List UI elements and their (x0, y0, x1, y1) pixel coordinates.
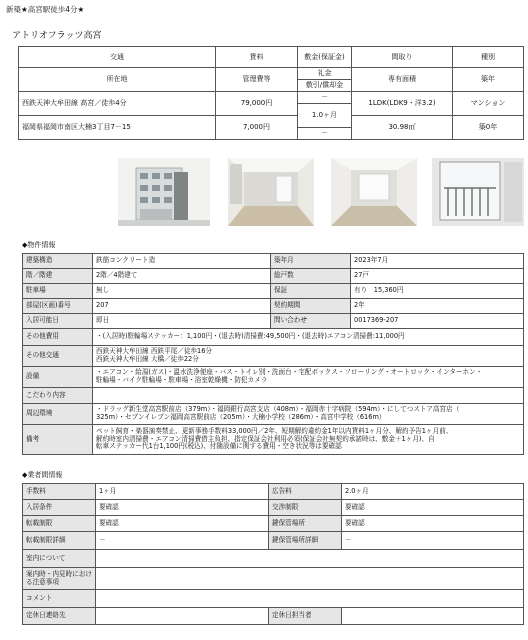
label-inquiry: 問い合わせ (271, 314, 351, 329)
value-fee: 1ヶ月 (96, 484, 269, 500)
equipment-line: 駐輪場・バイク駐輪場・駐車場・浴室乾燥機・防犯カメラ (96, 376, 268, 384)
label-repost-detail: 転載制限詳細 (23, 532, 96, 550)
value-term: 2年 (351, 299, 524, 314)
value-inquiry: 0017369-207 (351, 314, 524, 329)
label-repost: 転載制限 (23, 516, 96, 532)
label-keymgmt-detail: 鍵保管場所詳細 (269, 532, 342, 550)
label-holiday: 定休日連絡先 (23, 608, 96, 625)
label-guarantee: 保証 (271, 284, 351, 299)
value-parking: 無し (93, 284, 271, 299)
value-surroundings (93, 404, 524, 425)
summary-table (18, 46, 524, 140)
value-guide (96, 568, 524, 590)
label-holiday-staff: 定休日担当者 (269, 608, 342, 625)
agent-info-table (22, 483, 524, 625)
value-structure: 鉄筋コンクリート造 (93, 254, 271, 269)
type-value: マンション (453, 92, 524, 116)
label-equipment: 設備 (23, 367, 93, 388)
label-other-fee: その他費用 (23, 329, 93, 346)
address-value: 福岡県福岡市南区大楠3丁目7－15 (19, 116, 216, 140)
remarks-line: 解約時室内清掃費・エアコン清掃費借主負担、指定保証会社利用必須(保証会社無契約承諾時は、敷金＋1ヶ月)、自 (96, 434, 435, 443)
other-transport-line: 西鉄天神大牟田線 西鉄平尾／徒歩16分 (96, 347, 212, 356)
reikin-value: 1.0ヶ月 (298, 104, 352, 128)
layout-value: 1LDK(LDK9・洋3.2) (352, 92, 453, 116)
header-mgmt: 管理費等 (216, 68, 298, 92)
label-kodawari: こだわり内容 (23, 388, 93, 404)
label-fee: 手数料 (23, 484, 96, 500)
value-equipment (93, 367, 524, 388)
label-keymgmt: 鍵保管場所 (269, 516, 342, 532)
age-value: 築0年 (453, 116, 524, 140)
label-term: 契約期間 (271, 299, 351, 314)
room-photo[interactable] (331, 158, 417, 226)
value-built: 2023年7月 (351, 254, 524, 269)
header-area: 専有面積 (352, 68, 453, 92)
value-kodawari (93, 388, 524, 404)
label-floor: 階／階建 (23, 269, 93, 284)
label-remarks: 備考 (23, 425, 93, 455)
label-other-transport: その他交通 (23, 346, 93, 367)
property-detail-table (22, 253, 524, 455)
value-repost-detail: － (96, 532, 269, 550)
other-transport-line: 西鉄天神大牟田線 大橋／徒歩22分 (96, 355, 199, 363)
header-layout: 間取り (352, 47, 453, 68)
rent-value: 79,000円 (216, 92, 298, 116)
value-nego: 要確認 (342, 500, 524, 516)
label-room: 部屋(区画)番号 (23, 299, 93, 314)
label-nego: 交渉制限 (269, 500, 342, 516)
remarks-line: ペット飼育・楽器演奏禁止、更新事務手数料33,000円／2年、短期解約違約金1年以内賃料1ヶ月分、解約予告1ヶ月前、 (96, 427, 453, 436)
deposit-value: － (298, 92, 352, 104)
label-surroundings: 周辺環境 (23, 404, 93, 425)
header-rent: 賃料 (216, 47, 298, 68)
area-value: 30.98㎡ (352, 116, 453, 140)
value-holiday-staff (342, 608, 524, 625)
value-guarantee: 有り 15,360円 (351, 284, 524, 299)
header-shokyaku: 敷引/償却金 (298, 80, 352, 92)
building-exterior-photo[interactable] (118, 158, 210, 226)
value-repost: 要確認 (96, 516, 269, 532)
surroundings-line: ・ドラッグ新生堂高宮駅前店（379m）・福岡銀行高宮支店（408m）・福岡赤十字病院（594m）・にしてつストア高宮店（ (96, 405, 460, 414)
balcony-photo[interactable] (432, 158, 524, 226)
label-guide: 案内時・内見時における注意事項 (23, 568, 96, 590)
value-floor: 2階／4階建て (93, 269, 271, 284)
remarks-line: 転車ステッカー代1台1,100円(税込)、付随設備に関する費用・空き状況等は要確認 (96, 442, 342, 451)
header-type: 種別 (453, 47, 524, 68)
value-viewing (96, 550, 524, 568)
label-movein: 入居可能日 (23, 314, 93, 329)
agent-info-heading: ◆業者間情報 (22, 471, 63, 479)
value-comment (96, 590, 524, 608)
catchcopy: 新築★高宮駅徒歩4分★ (6, 5, 85, 14)
label-viewing: 室内について (23, 550, 96, 568)
header-deposit: 敷金(保証金) (298, 47, 352, 68)
value-movein: 即日 (93, 314, 271, 329)
label-ad: 広告料 (269, 484, 342, 500)
header-address: 所在地 (19, 68, 216, 92)
value-room: 207 (93, 299, 271, 314)
shokyaku-value: － (298, 128, 352, 140)
living-room-photo[interactable] (228, 158, 314, 226)
value-keymgmt: 要確認 (342, 516, 524, 532)
value-conditions: 要確認 (96, 500, 269, 516)
value-units: 27戸 (351, 269, 524, 284)
label-structure: 建築構造 (23, 254, 93, 269)
header-transport: 交通 (19, 47, 216, 68)
value-other-fee: ・(入居時)駐輪場ステッカー：1,100円・(退去時)清掃費:49,500円・(退去時)エアコン清掃費:11,000円 (93, 329, 524, 346)
label-conditions: 入居条件 (23, 500, 96, 516)
label-comment: コメント (23, 590, 96, 608)
value-ad: 2.0ヶ月 (342, 484, 524, 500)
surroundings-line: 325m）・セブンイレブン福岡高宮駅前店（205m）・大楠小学校（286m）・高宮中学校（616m） (96, 413, 386, 421)
value-remarks (93, 425, 524, 455)
value-other-transport (93, 346, 524, 367)
equipment-line: ・エアコン・給湯(ガス)・温水洗浄便座・バス・トイレ別・洗面台・宅配ボックス・フローリング・オートロック・インターホン・ (96, 368, 483, 377)
transport-value: 西鉄天神大牟田線 高宮／徒歩4分 (19, 92, 216, 116)
property-name: アトリオフラッツ高宮 (12, 31, 102, 41)
label-units: 総戸数 (271, 269, 351, 284)
header-age: 築年 (453, 68, 524, 92)
property-info-heading: ◆物件情報 (22, 241, 56, 249)
label-built: 築年月 (271, 254, 351, 269)
label-parking: 駐車場 (23, 284, 93, 299)
mgmt-value: 7,000円 (216, 116, 298, 140)
value-holiday (96, 608, 269, 625)
value-keymgmt-detail: － (342, 532, 524, 550)
header-reikin: 礼金 (298, 68, 352, 80)
